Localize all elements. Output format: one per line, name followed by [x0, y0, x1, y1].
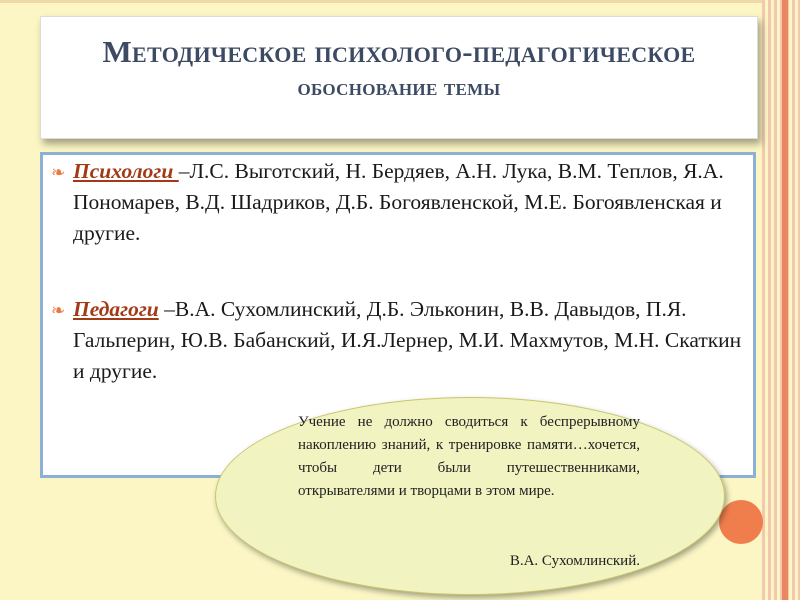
pedagogues-label: Педагоги — [73, 297, 159, 321]
pedagogues-paragraph — [51, 294, 753, 387]
decorative-accent-circle — [719, 500, 763, 544]
psychologists-label: Психологи — [73, 159, 179, 183]
quote-author: В.А. Сухомлинский. — [509, 553, 640, 569]
slide-title-line-1: Методическое психолого-педагогическое — [102, 34, 696, 69]
psychologists-paragraph — [51, 156, 753, 249]
arrow-bullet-icon: ❧ — [51, 301, 66, 320]
quote-text: Учение не должно сводиться к беспрерывному накоплению знаний, к тренировке памяти…хочется, чтобы дети были путешественниками, открывателями и творцами в этом мире. — [298, 414, 640, 499]
pedagogues-list: –В.А. Сухомлинский, Д.Б. Эльконин, В.В. Давыдов, П.Я. Гальперин, Ю.В. Бабанский, И.Я.Лернер, М.И. Махмутов, М.Н. Скаткин и другие. — [73, 297, 742, 383]
decorative-right-stripes — [762, 0, 800, 600]
slide-title-line-2: обоснование темы — [297, 75, 501, 101]
slide-top-edge — [0, 0, 800, 3]
arrow-bullet-icon: ❧ — [51, 163, 66, 182]
psychologists-list: –Л.С. Выготский, Н. Бердяев, А.Н. Лука, В.М. Теплов, Я.А. Пономарев, В.Д. Шадриков, Д.Б. Богоявленской, М.Е. Богоявленская и другие. — [73, 159, 724, 245]
title-box — [40, 16, 758, 139]
decorative-right-bar — [782, 0, 788, 600]
